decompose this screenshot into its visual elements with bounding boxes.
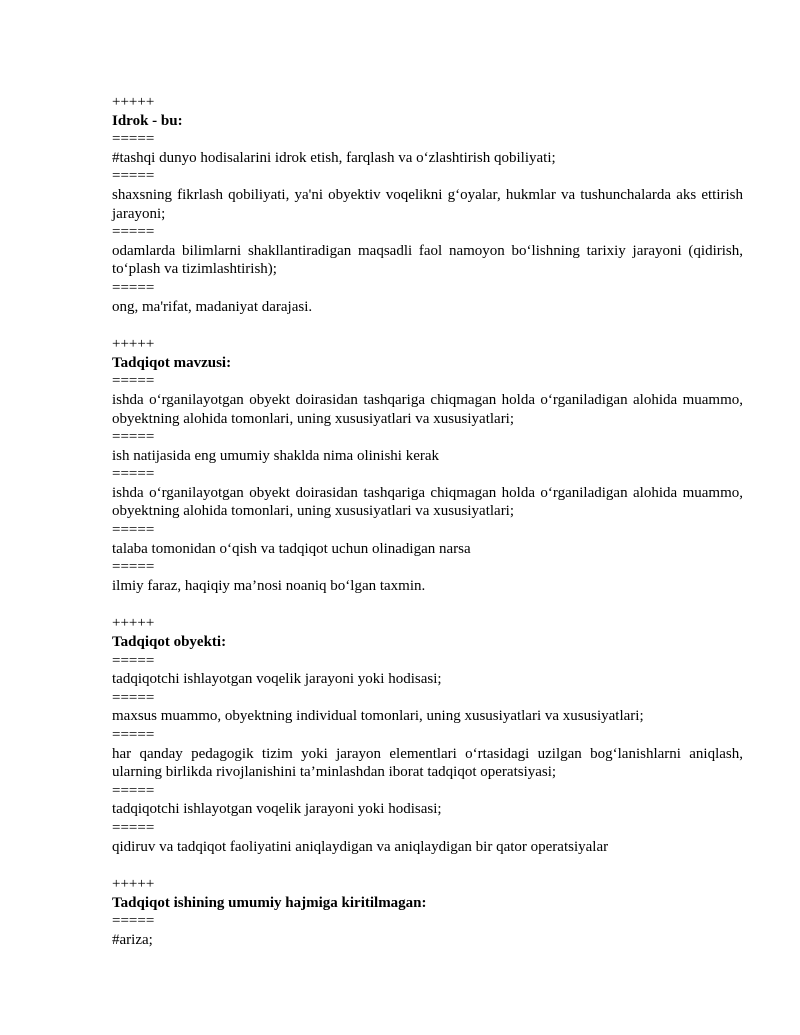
answer-option: tadqiqotchi ishlayotgan voqelik jarayoni yoki hodisasi;	[112, 801, 442, 818]
question-title: Tadqiqot mavzusi:	[112, 354, 232, 371]
answer-option: ishda o‘rganilayotgan obyekt doirasidan tashqariga chiqmagan holda o‘rganiladigan alohida muammo, obyektning alohida tomonlari, uning xususiyatlari va xususiyatlari;	[112, 391, 743, 427]
answer-separator: =====	[112, 727, 155, 743]
answer-option: shaxsning fikrlash qobiliyati, ya'ni obyektiv voqelikni g‘oyalar, hukmlar va tushunchalarda aks ettirish jarayoni;	[112, 186, 743, 222]
answer-separator: =====	[112, 224, 155, 241]
answer-option: talaba tomonidan o‘qish va tadqiqot uchun olinadigan narsa	[112, 540, 471, 557]
answer-option: #tashqi dunyo hodisalarini idrok etish, farqlash va o‘zlashtirish qobiliyati;	[112, 149, 556, 166]
answer-separator: =====	[112, 652, 155, 669]
question-block	[112, 614, 743, 856]
answer-option: #ariza;	[112, 931, 153, 948]
answer-option: qidiruv va tadqiqot faoliyatini aniqlaydigan va aniqlaydigan bir qator operatsiyalar	[112, 838, 609, 855]
answer-option: ong, ma'rifat, madaniyat darajasi.	[112, 298, 313, 315]
answer-separator: =====	[112, 819, 155, 836]
question-block	[112, 335, 743, 595]
answer-separator: =====	[112, 559, 155, 576]
answer-option: ilmiy faraz, haqiqiy ma’nosi noaniq bo‘lgan taxmin.	[112, 577, 426, 594]
question-marker: +++++	[112, 336, 155, 353]
question-marker: +++++	[112, 876, 155, 893]
answer-option: maxsus muammo, obyektning individual tomonlari, uning xususiyatlari va xususiyatlari;	[112, 708, 644, 725]
answer-separator: =====	[112, 373, 155, 390]
answer-separator: =====	[112, 689, 155, 706]
question-block	[112, 875, 743, 949]
answer-separator: =====	[112, 466, 155, 483]
answer-separator: =====	[112, 429, 155, 446]
answer-separator: =====	[112, 279, 155, 296]
answer-option: ishda o‘rganilayotgan obyekt doirasidan tashqariga chiqmagan holda o‘rganiladigan alohida muammo, obyektning alohida tomonlari, uning xususiyatlari va xususiyatlari;	[112, 484, 743, 520]
document-page	[112, 93, 743, 969]
answer-option: tadqiqotchi ishlayotgan voqelik jarayoni yoki hodisasi;	[112, 671, 442, 688]
answer-separator: =====	[112, 913, 155, 930]
question-title: Idrok - bu:	[112, 112, 183, 129]
question-title: Tadqiqot obyekti:	[112, 634, 227, 651]
question-marker: +++++	[112, 615, 155, 632]
answer-option: har qanday pedagogik tizim yoki jarayon elementlari o‘rtasidagi uzilgan bog‘lanishlarni aniqlash, ularning birlikda rivojlanishini ta’minlashdan iborat tadqiqot operatsiyasi;	[112, 745, 743, 781]
question-block	[112, 93, 743, 316]
question-title: Tadqiqot ishining umumiy hajmiga kiritilmagan:	[112, 894, 427, 911]
answer-option: ish natijasida eng umumiy shaklda nima olinishi kerak	[112, 447, 440, 464]
question-marker: +++++	[112, 94, 155, 110]
answer-option: odamlarda bilimlarni shakllantiradigan maqsadli faol namoyon bo‘lishning tarixiy jarayoni (qidirish, to‘plash va tizimlashtirish);	[112, 242, 743, 278]
answer-separator: =====	[112, 782, 155, 799]
answer-separator: =====	[112, 522, 155, 539]
answer-separator: =====	[112, 131, 155, 148]
answer-separator: =====	[112, 168, 155, 185]
